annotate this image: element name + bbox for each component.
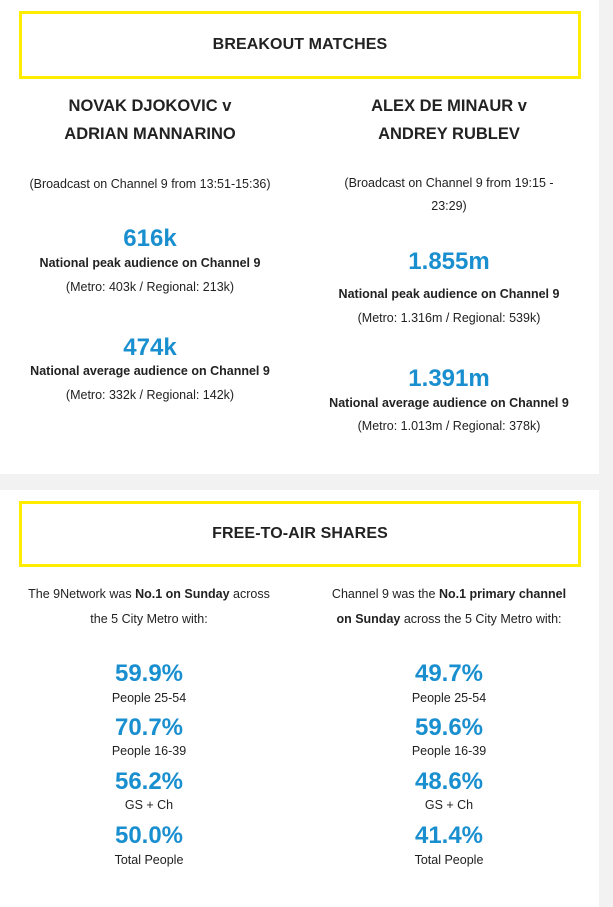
average-audience-value: 474k [123, 334, 177, 361]
shares-intro-line1 [300, 582, 598, 607]
shares-intro-line2: the 5 City Metro with: [90, 612, 208, 626]
average-audience-detail: (Metro: 1.013m / Regional: 378k) [357, 419, 541, 433]
intro-text: Channel 9 was the [331, 587, 439, 601]
peak-audience-detail: (Metro: 403k / Regional: 213k) [65, 280, 235, 294]
share-value: 56.2% [114, 768, 184, 795]
share-value: 50.0% [114, 822, 184, 849]
peak-audience-label: National peak audience on Channel 9 [39, 256, 261, 270]
breakout-matches-heading: BREAKOUT MATCHES [19, 11, 581, 79]
free-to-air-shares-heading: FREE-TO-AIR SHARES [19, 501, 581, 567]
share-label: GS + Ch [424, 798, 474, 812]
share-label: Total People [414, 853, 484, 867]
shares-column-right [300, 490, 598, 907]
share-label: Total People [114, 853, 184, 867]
share-value: 48.6% [414, 768, 484, 795]
intro-text: The 9Network was [28, 587, 136, 601]
free-to-air-shares-card [0, 490, 599, 907]
broadcast-info: (Broadcast on Channel 9 from 13:51-15:36) [29, 177, 271, 191]
match-column-left [0, 0, 300, 474]
share-label: People 25-54 [111, 691, 187, 705]
broadcast-info-line2: 23:29) [431, 199, 467, 213]
share-value: 70.7% [114, 714, 184, 741]
match-title-line1: ALEX DE MINAUR v [371, 97, 527, 115]
share-value: 41.4% [414, 822, 484, 849]
broadcast-info: (Broadcast on Channel 9 from 19:15 - [344, 176, 554, 190]
share-value: 49.7% [414, 660, 484, 687]
match-title-line2: ADRIAN MANNARINO [64, 125, 236, 143]
share-value: 59.9% [114, 660, 184, 687]
share-label: GS + Ch [124, 798, 174, 812]
average-audience-label: National average audience on Channel 9 [329, 396, 569, 410]
match-column-right [300, 0, 598, 474]
peak-audience-detail: (Metro: 1.316m / Regional: 539k) [357, 311, 541, 325]
intro-emphasis: No.1 on Sunday [135, 587, 230, 601]
match-title-line2: ANDREY RUBLEV [378, 125, 520, 143]
intro-text: across the 5 City Metro with: [400, 612, 562, 626]
share-label: People 16-39 [411, 744, 487, 758]
intro-text: across [229, 587, 270, 601]
peak-audience-value: 1.855m [408, 248, 490, 275]
share-value: 59.6% [414, 714, 484, 741]
shares-column-left [0, 490, 298, 907]
average-audience-detail: (Metro: 332k / Regional: 142k) [65, 388, 235, 402]
match-title-line1: NOVAK DJOKOVIC v [68, 97, 232, 115]
share-label: People 25-54 [411, 691, 487, 705]
average-audience-label: National average audience on Channel 9 [30, 364, 270, 378]
shares-intro-line1 [0, 582, 298, 607]
shares-intro-line2 [300, 607, 598, 632]
peak-audience-value: 616k [123, 225, 177, 252]
intro-emphasis: on Sunday [336, 612, 401, 626]
average-audience-value: 1.391m [408, 365, 490, 392]
peak-audience-label: National peak audience on Channel 9 [338, 287, 560, 301]
intro-emphasis: No.1 primary channel [438, 587, 567, 601]
share-label: People 16-39 [111, 744, 187, 758]
